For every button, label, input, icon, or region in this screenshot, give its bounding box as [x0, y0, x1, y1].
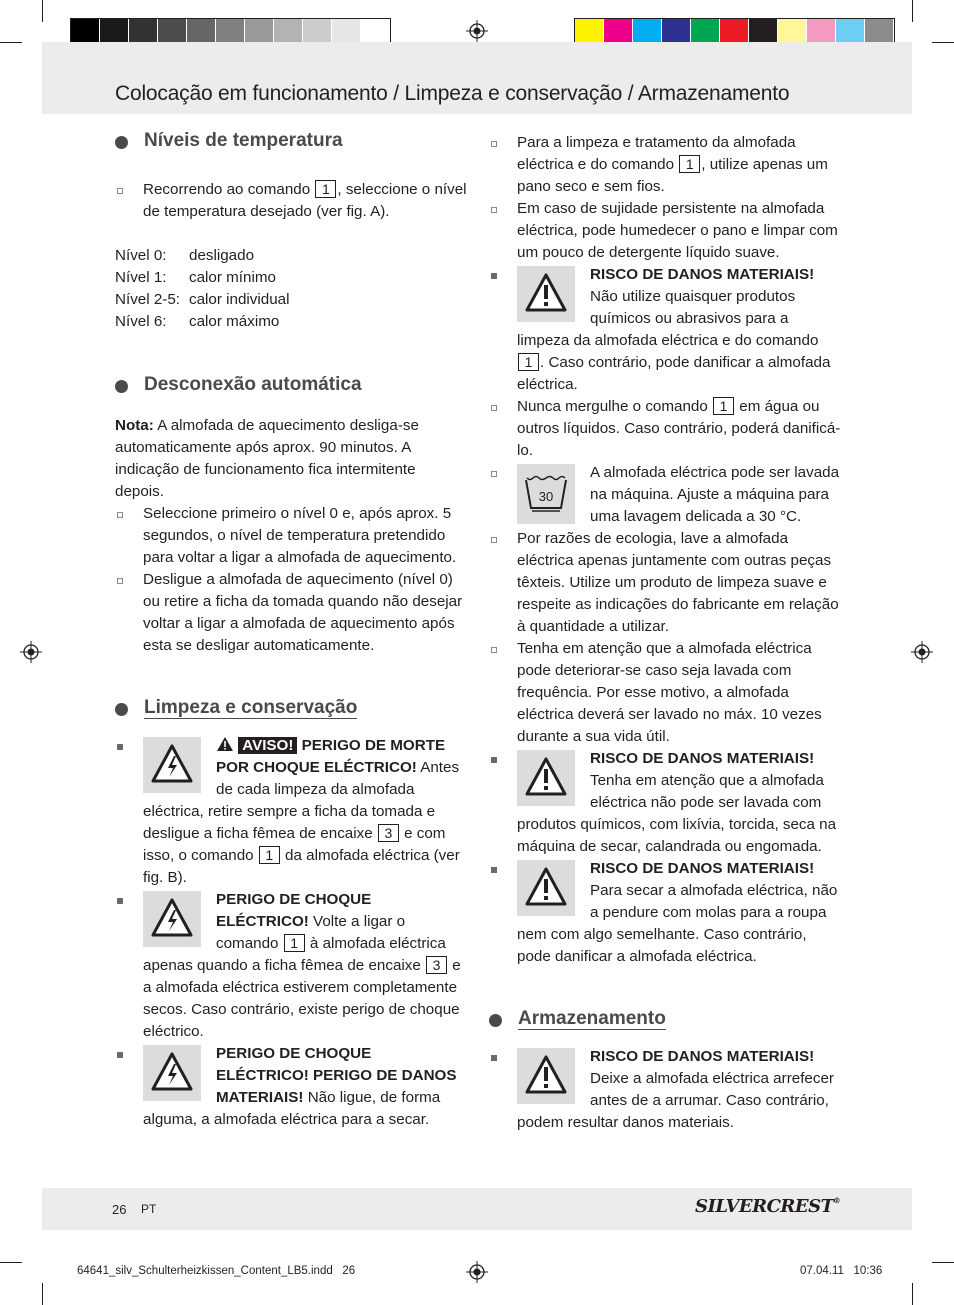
part-number: 1: [315, 180, 336, 198]
list-item: Em caso de sujidade persistente na almofada eléctrica, pode humedecer o pano e limpar com um pouco de detergente líquido suave.: [489, 198, 841, 264]
part-number: 1: [713, 397, 734, 415]
warning-exclamation-icon: [517, 266, 575, 322]
list-item: Tenha em atenção que a almofada eléctrica pode deteriorar-se caso seja lavada com frequência. Por esse motivo, a almofada eléctrica deverá ser lavado no máx. 10 vezes durante a sua vida útil.: [489, 638, 841, 748]
level-row: Nível 0: desligado: [115, 247, 255, 264]
crop-mark: [42, 0, 43, 22]
electric-hazard-icon: [143, 1045, 201, 1101]
warning-exclamation-icon: [517, 860, 575, 916]
part-number: 1: [284, 934, 305, 952]
crop-mark: [42, 1283, 43, 1305]
bullet-box-icon: [117, 578, 123, 584]
registration-mark-icon: [466, 1261, 488, 1283]
crop-mark: [912, 0, 913, 22]
list-item: Desligue a almofada de aquecimento (nível 0) ou retire a ficha da tomada quando não desejar voltar a ligar a almofada de aquecimento após esta se desligar automaticamente.: [115, 569, 467, 657]
bullet-square-icon: [117, 898, 123, 904]
section-heading-temperature: Níveis de temperatura: [115, 128, 467, 154]
list-item: Para a limpeza e tratamento da almofada eléctrica e do comando 1 , utilize apenas um pano seco e sem fios.: [489, 132, 841, 198]
risk-warning-4: RISCO DE DANOS MATERIAIS! Deixe a almofada eléctrica arrefecer antes de a arrumar. Caso contrário, podem resultar danos materiais.: [489, 1046, 841, 1134]
temperature-levels: [115, 245, 467, 333]
bullet-square-icon: [117, 744, 123, 750]
level-row: Nível 6: calor máximo: [115, 313, 280, 330]
warning-triangle-icon: [216, 736, 234, 752]
list-item: Recorrendo ao comando 1 , seleccione o nível de temperatura desejado (ver fig. A).: [115, 179, 467, 223]
bullet-box-icon: [491, 471, 497, 477]
section-heading-auto-off: Desconexão automática: [115, 372, 467, 398]
list-item-wash: 30 A almofada eléctrica pode ser lavada na máquina. Ajuste a máquina para uma lavagem delicada a 30 °C.: [489, 462, 841, 528]
crop-mark: [0, 42, 22, 43]
crop-mark: [0, 1262, 22, 1263]
note-paragraph: Nota: A almofada de aquecimento desliga-se automaticamente após aprox. 90 minutos. A indicação de funcionamento fica intermitente depois.: [115, 417, 419, 500]
crop-mark: [912, 1283, 913, 1305]
bullet-box-icon: [491, 207, 497, 213]
left-column: [115, 128, 467, 1131]
bullet-square-icon: [491, 867, 497, 873]
part-number: 1: [679, 155, 700, 173]
warning-exclamation-icon: [517, 750, 575, 806]
registration-mark-icon: [466, 20, 488, 42]
section-heading-storage: Armazenamento: [489, 1006, 841, 1032]
bullet-box-icon: [491, 405, 497, 411]
warning-electric-shock-3: PERIGO DE CHOQUE ELÉCTRICO! PERIGO DE DANOS MATERIAIS! Não ligue, de forma alguma, a almofada eléctrica para a secar.: [115, 1043, 467, 1131]
crop-mark: [932, 1262, 954, 1263]
list-item: Nunca mergulhe o comando 1 em água ou outros líquidos. Caso contrário, poderá danificá-lo.: [489, 396, 841, 462]
bullet-square-icon: [117, 1052, 123, 1058]
bullet-box-icon: [117, 188, 123, 194]
bullet-box-icon: [117, 512, 123, 518]
wash-temperature: 30: [538, 489, 554, 504]
page-title: Colocação em funcionamento / Limpeza e conservação / Armazenamento: [115, 82, 790, 105]
bullet-square-icon: [491, 273, 497, 279]
registration-mark-icon: [20, 641, 42, 663]
print-date: 07.04.11 10:36: [800, 1265, 883, 1277]
part-number: 1: [518, 353, 539, 371]
washing-30-icon: [517, 464, 575, 524]
electric-hazard-icon: [143, 891, 201, 947]
list-item: Seleccione primeiro o nível 0 e, após aprox. 5 segundos, o nível de temperatura pretendido para voltar a ligar a almofada de aquecimento.: [115, 503, 467, 569]
warning-exclamation-icon: [517, 1048, 575, 1104]
bullet-square-icon: [491, 1055, 497, 1061]
level-row: Nível 1: calor mínimo: [115, 269, 276, 286]
bullet-box-icon: [491, 537, 497, 543]
part-number: 3: [378, 824, 399, 842]
file-info: 64641_silv_Schulterheizkissen_Content_LB5.indd 26: [77, 1265, 356, 1277]
bullet-square-icon: [491, 757, 497, 763]
risk-warning-2: RISCO DE DANOS MATERIAIS! Tenha em atenção que a almofada eléctrica não pode ser lavada com produtos químicos, com lixívia, torcida, seca na máquina de secar, calandrada ou engomada.: [489, 748, 841, 858]
risk-warning-1: RISCO DE DANOS MATERIAIS! Não utilize quaisquer produtos químicos ou abrasivos para a limpeza da almofada eléctrica e do comando 1 . Caso contrário, pode danificar a almofada eléctrica.: [489, 264, 841, 396]
bullet-box-icon: [491, 647, 497, 653]
language-code: PT: [141, 1202, 157, 1216]
part-number: 3: [426, 956, 447, 974]
page-number: 26: [112, 1202, 127, 1217]
silvercrest-logo: SILVERCREST®: [695, 1196, 841, 1217]
level-row: Nível 2-5: calor individual: [115, 291, 290, 308]
warning-electric-shock-1: AVISO! PERIGO DE MORTE POR CHOQUE ELÉCTRICO! Antes de cada limpeza da almofada eléctrica, retire sempre a ficha da tomada e desligue a ficha fêmea de encaixe 3 e com isso, o comando 1 da almofada eléctrica (ver fig. B).: [115, 735, 467, 889]
right-column: [489, 132, 841, 1134]
list-item: Por razões de ecologia, lave a almofada eléctrica apenas juntamente com outras peças têxteis. Utilize um produto de limpeza suave e respeite as indicações do fabricante em relação à quantidade a utilizar.: [489, 528, 841, 638]
risk-warning-3: RISCO DE DANOS MATERIAIS! Para secar a almofada eléctrica, não a pendure com molas para a roupa nem com algo semelhante. Caso contrário, pode danificar a almofada eléctrica.: [489, 858, 841, 968]
section-heading-cleaning: Limpeza e conservação: [115, 695, 467, 721]
warning-badge: AVISO!: [238, 737, 297, 754]
warning-electric-shock-2: PERIGO DE CHOQUE ELÉCTRICO! Volte a ligar o comando 1 à almofada eléctrica apenas quando a ficha fêmea de encaixe 3 e a almofada eléctrica estiverem completamente secos. Caso contrário, existe perigo de choque eléctrico.: [115, 889, 467, 1043]
part-number: 1: [259, 846, 280, 864]
bullet-box-icon: [491, 141, 497, 147]
electric-hazard-icon: [143, 737, 201, 793]
registration-mark-icon: [911, 641, 933, 663]
crop-mark: [932, 42, 954, 43]
